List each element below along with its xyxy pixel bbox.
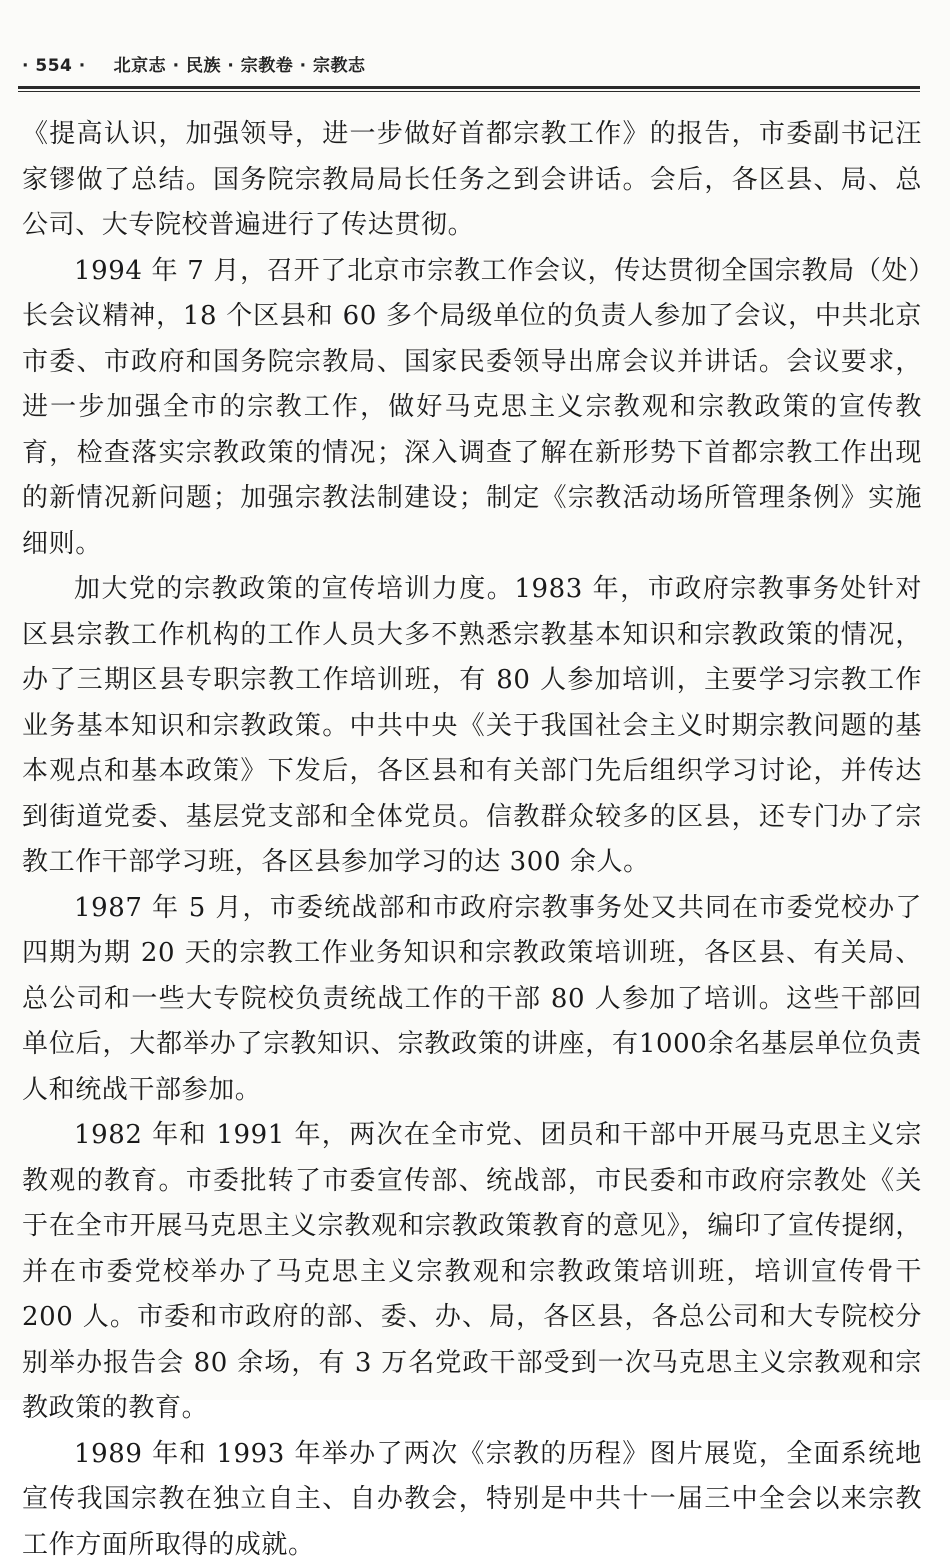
paragraph: 加大党的宗教政策的宣传培训力度。1983 年，市政府宗教事务处针对区县宗教工作机构的工作人员大多不熟悉宗教基本知识和宗教政策的情况，办了三期区县专职宗教工作培训班，有 80 人参加培训，主要学习宗教工作业务基本知识和宗教政策。中共中央《关于我国社会主义时期宗教问题的基本观点和基本政策》下发后，各区县和有关部门先后组织学习讨论，并传达到街道党委、基层党支部和全体党员。信教群众较多的区县，还专门办了宗教工作干部学习班，各区县参加学习的达 300 余人。 <box>22 567 922 886</box>
paragraph: 1994 年 7 月，召开了北京市宗教工作会议，传达贯彻全国宗教局（处）长会议精神，18 个区县和 60 多个局级单位的负责人参加了会议，中共北京市委、市政府和国务院宗教局、国家民委领导出席会议并讲话。会议要求，进一步加强全市的宗教工作，做好马克思主义宗教观和宗教政策的宣传教育，检查落实宗教政策的情况；深入调查了解在新形势下首都宗教工作出现的新情况新问题；加强宗教法制建设；制定《宗教活动场所管理条例》实施细则。 <box>22 249 922 568</box>
paragraph-continued: 《提高认识，加强领导，进一步做好首都宗教工作》的报告，市委副书记汪家镠做了总结。国务院宗教局局长任务之到会讲话。会后，各区县、局、总公司、大专院校普遍进行了传达贯彻。 <box>22 112 922 249</box>
paragraph: 1989 年和 1993 年举办了两次《宗教的历程》图片展览，全面系统地宣传我国宗教在独立自主、自办教会，特别是中共十一届三中全会以来宗教工作方面所取得的成就。 <box>22 1432 922 1568</box>
paragraph: 1987 年 5 月，市委统战部和市政府宗教事务处又共同在市委党校办了四期为期 20 天的宗教工作业务知识和宗教政策培训班，各区县、有关局、总公司和一些大专院校负责统战工作的干部 80 人参加了培训。这些干部回单位后，大都举办了宗教知识、宗教政策的讲座，有1000余名基层单位负责人和统战干部参加。 <box>22 886 922 1114</box>
running-header <box>22 50 922 82</box>
header-rule-thick <box>18 86 920 89</box>
page-number: · 554 · <box>22 50 86 82</box>
body-text <box>22 112 922 1568</box>
paragraph: 1982 年和 1991 年，两次在全市党、团员和干部中开展马克思主义宗教观的教育。市委批转了市委宣传部、统战部，市民委和市政府宗教处《关于在全市开展马克思主义宗教观和宗教政策教育的意见》，编印了宣传提纲，并在市委党校举办了马克思主义宗教观和宗教政策培训班，培训宣传骨干 200 人。市委和市政府的部、委、办、局，各区县，各总公司和大专院校分别举办报告会 80 余场，有 3 万名党政干部受到一次马克思主义宗教观和宗教政策的教育。 <box>22 1113 922 1432</box>
header-rule-thin <box>18 91 920 92</box>
book-title: 北京志 · 民族 · 宗教卷 · 宗教志 <box>114 50 366 82</box>
